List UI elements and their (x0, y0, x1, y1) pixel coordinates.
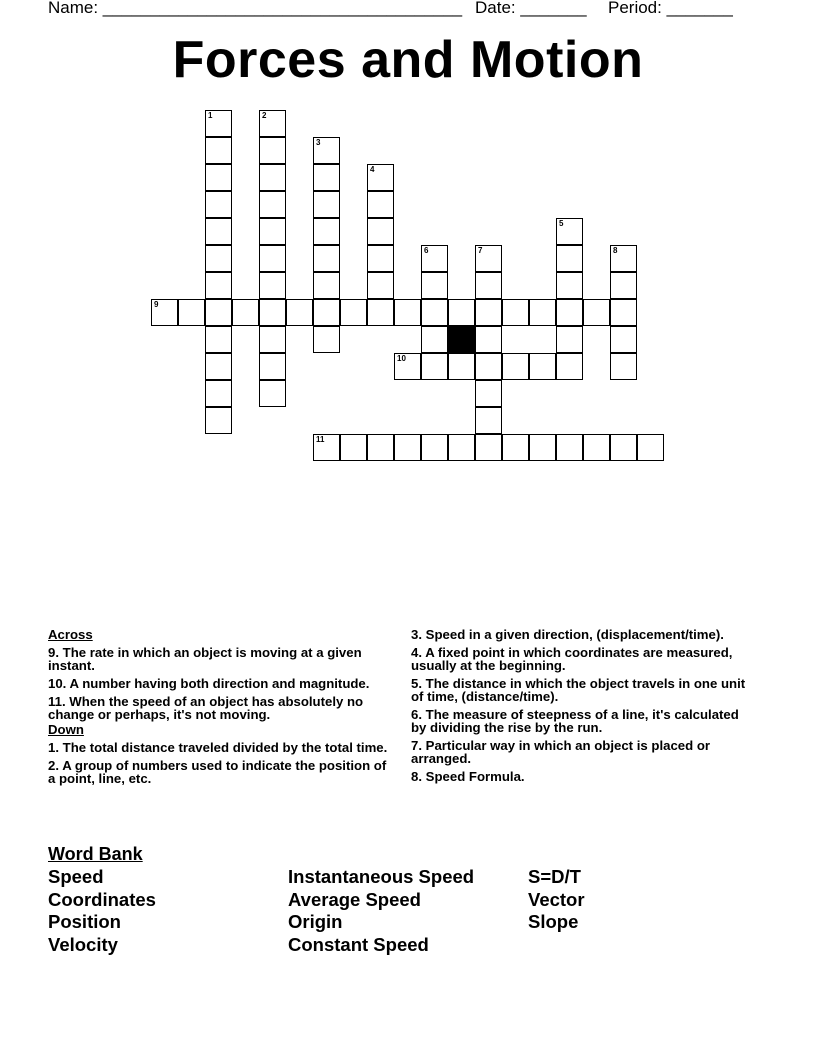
crossword-cell[interactable] (367, 164, 394, 191)
crossword-cell[interactable] (475, 434, 502, 461)
crossword-cell[interactable] (205, 326, 232, 353)
crossword-cell[interactable] (421, 434, 448, 461)
crossword-cell[interactable] (475, 353, 502, 380)
crossword-cell[interactable] (556, 353, 583, 380)
crossword-cell[interactable] (367, 191, 394, 218)
crossword-cell[interactable] (313, 434, 340, 461)
crossword-cell[interactable] (205, 353, 232, 380)
crossword-cell[interactable] (448, 353, 475, 380)
word-bank-column-1 (48, 866, 156, 957)
crossword-cell[interactable] (205, 380, 232, 407)
crossword-cell[interactable] (205, 407, 232, 434)
clue-number-label: 8 (613, 246, 618, 255)
crossword-cell[interactable] (556, 434, 583, 461)
clue-down-1: 1. The total distance traveled divided by the total time. (48, 740, 388, 755)
clue-number-label: 7 (478, 246, 483, 255)
crossword-cell[interactable] (259, 110, 286, 137)
clue-number-label: 5 (559, 219, 564, 228)
crossword-cell[interactable] (178, 299, 205, 326)
crossword-cell[interactable] (529, 353, 556, 380)
word-bank-title: Word Bank (48, 844, 143, 864)
crossword-cell[interactable] (259, 218, 286, 245)
crossword-cell[interactable] (502, 353, 529, 380)
crossword-cell[interactable] (421, 245, 448, 272)
clue-down-8: 8. Speed Formula. (411, 769, 525, 784)
word-bank-item: Origin (288, 911, 343, 933)
clue-number-label: 10 (397, 354, 406, 363)
crossword-cell[interactable] (475, 326, 502, 353)
crossword-cell[interactable] (394, 353, 421, 380)
crossword-cell[interactable] (475, 245, 502, 272)
crossword-cell[interactable] (637, 434, 664, 461)
clue-number-label: 3 (316, 138, 321, 147)
clue-across-10: 10. A number having both direction and magnitude. (48, 676, 370, 691)
crossword-cell[interactable] (529, 299, 556, 326)
clue-down-6: 6. The measure of steepness of a line, it's calculated by dividing the rise by the run. (411, 707, 739, 735)
crossword-cell[interactable] (205, 299, 232, 326)
crossword-cell[interactable] (421, 299, 448, 326)
crossword-cell[interactable] (583, 299, 610, 326)
clue-down-2: 2. A group of numbers used to indicate the position of a point, line, etc. (48, 758, 387, 786)
clues-column-right (411, 628, 756, 788)
crossword-cell[interactable] (205, 272, 232, 299)
word-bank-item: Slope (528, 911, 579, 933)
crossword-cell[interactable] (475, 407, 502, 434)
crossword-grid (0, 0, 816, 470)
crossword-cell[interactable] (529, 434, 556, 461)
across-heading: Across (48, 627, 93, 642)
crossword-cell[interactable] (367, 434, 394, 461)
down-heading: Down (48, 722, 84, 737)
crossword-cell[interactable] (205, 137, 232, 164)
crossword-cell[interactable] (610, 245, 637, 272)
crossword-cell[interactable] (394, 299, 421, 326)
clue-number-label: 6 (424, 246, 429, 255)
crossword-cell[interactable] (475, 299, 502, 326)
word-bank-item: Average Speed (288, 888, 421, 910)
word-bank-item: Constant Speed (288, 934, 429, 956)
crossword-cell[interactable] (286, 299, 313, 326)
clue-number-label: 4 (370, 165, 375, 174)
crossword-cell[interactable] (259, 380, 286, 407)
crossword-cell[interactable] (367, 299, 394, 326)
clue-number-label: 1 (208, 111, 213, 120)
crossword-cell[interactable] (610, 299, 637, 326)
crossword-cell[interactable] (556, 218, 583, 245)
word-bank-item: S=D/T (528, 866, 581, 887)
crossword-cell[interactable] (394, 434, 421, 461)
crossword-cell[interactable] (448, 299, 475, 326)
clue-down-4: 4. A fixed point in which coordinates are measured, usually at the beginning. (411, 645, 733, 673)
word-bank-item: Velocity (48, 934, 118, 956)
crossword-cell[interactable] (232, 299, 259, 326)
crossword-cell[interactable] (313, 326, 340, 353)
crossword-cell[interactable] (313, 137, 340, 164)
clue-down-3: 3. Speed in a given direction, (displacement/time). (411, 627, 724, 642)
crossword-cell[interactable] (556, 245, 583, 272)
crossword-cell[interactable] (205, 164, 232, 191)
clue-across-9: 9. The rate in which an object is moving at a given instant. (48, 645, 362, 673)
crossword-cell[interactable] (313, 164, 340, 191)
crossword-cell[interactable] (556, 299, 583, 326)
crossword-cell[interactable] (313, 218, 340, 245)
clues-column-left (48, 628, 393, 790)
crossword-blocked-cell (448, 326, 475, 353)
crossword-cell[interactable] (205, 110, 232, 137)
clue-down-5: 5. The distance in which the object travels in one unit of time, (distance/time). (411, 676, 746, 704)
crossword-cell[interactable] (367, 272, 394, 299)
word-bank-item: Position (48, 911, 121, 933)
crossword-cell[interactable] (259, 191, 286, 218)
crossword-cell[interactable] (502, 299, 529, 326)
crossword-cell[interactable] (151, 299, 178, 326)
crossword-cell[interactable] (367, 218, 394, 245)
word-bank-column-3 (528, 866, 585, 934)
crossword-cell[interactable] (259, 326, 286, 353)
name-field[interactable]: Name: ______________________________________ (48, 0, 463, 17)
crossword-cell[interactable] (205, 191, 232, 218)
crossword-cell[interactable] (421, 326, 448, 353)
crossword-cell[interactable] (421, 353, 448, 380)
crossword-cell[interactable] (502, 434, 529, 461)
crossword-cell[interactable] (313, 272, 340, 299)
clue-number-label: 2 (262, 111, 267, 120)
clue-number-label: 9 (154, 300, 159, 309)
crossword-cell[interactable] (475, 380, 502, 407)
crossword-cell[interactable] (205, 218, 232, 245)
crossword-cell[interactable] (610, 272, 637, 299)
word-bank-item: Speed (48, 866, 104, 887)
word-bank-item: Instantaneous Speed (288, 866, 475, 887)
crossword-cell[interactable] (556, 272, 583, 299)
crossword-cell[interactable] (259, 245, 286, 272)
crossword-cell[interactable] (259, 137, 286, 164)
crossword-cell[interactable] (421, 272, 448, 299)
puzzle-title: Forces and Motion (172, 31, 644, 89)
word-bank-item: Vector (528, 888, 585, 910)
crossword-cell[interactable] (448, 434, 475, 461)
crossword-cell[interactable] (610, 434, 637, 461)
crossword-cell[interactable] (556, 326, 583, 353)
crossword-cell[interactable] (367, 245, 394, 272)
word-bank-column-2 (288, 866, 474, 957)
clue-down-7: 7. Particular way in which an object is placed or arranged. (411, 738, 711, 766)
date-field[interactable]: Date: _______ (475, 0, 587, 17)
word-bank-item: Coordinates (48, 888, 156, 910)
clue-across-11: 11. When the speed of an object has absolutely no change or perhaps, it's not moving. (48, 694, 364, 722)
crossword-cell[interactable] (205, 245, 232, 272)
clue-number-label: 11 (316, 435, 325, 444)
crossword-cell[interactable] (313, 299, 340, 326)
crossword-cell[interactable] (259, 164, 286, 191)
crossword-cell[interactable] (340, 299, 367, 326)
crossword-cell[interactable] (313, 245, 340, 272)
crossword-cell[interactable] (583, 434, 610, 461)
crossword-cell[interactable] (259, 299, 286, 326)
crossword-cell[interactable] (259, 272, 286, 299)
period-field[interactable]: Period: _______ (608, 0, 733, 17)
crossword-cell[interactable] (610, 326, 637, 353)
crossword-cell[interactable] (313, 191, 340, 218)
crossword-cell[interactable] (475, 272, 502, 299)
crossword-cell[interactable] (259, 353, 286, 380)
crossword-cell[interactable] (610, 353, 637, 380)
crossword-cell[interactable] (340, 434, 367, 461)
